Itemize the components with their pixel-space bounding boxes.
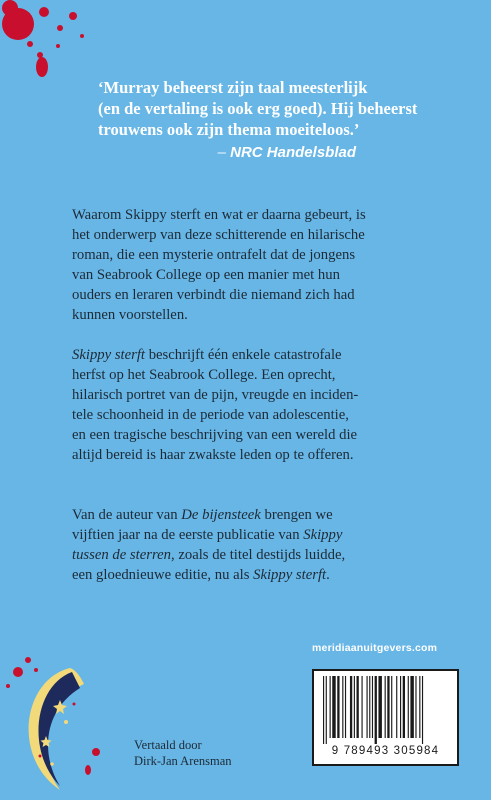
barcode-stripe xyxy=(369,676,370,738)
paragraph-line xyxy=(72,505,345,525)
paragraph-line: kunnen voorstellen. xyxy=(72,307,188,323)
paragraph-line: en een tragische beschrijving van een wereld die xyxy=(72,427,358,443)
paragraph-line: van Seabrook College op een manier met hun xyxy=(72,267,340,283)
barcode-stripe xyxy=(422,676,423,744)
paragraph-line: Waarom Skippy sterft en wat er daarna gebeurt, is xyxy=(72,207,366,223)
book-title: Skippy sterft xyxy=(253,567,327,583)
paragraph-text: beschrijft één enkele catastrofale xyxy=(145,347,342,363)
translator-credit xyxy=(134,737,232,769)
paragraph-line: tele schoonheid in de periode van adolescentie, xyxy=(72,407,349,423)
barcode-stripe xyxy=(332,676,335,738)
book-title: Skippy xyxy=(303,527,343,543)
quote-line: trouwens ook zijn thema moeiteloos.’ xyxy=(98,120,360,139)
crescent-moon-illustration xyxy=(0,640,130,800)
quote-line: (en de vertaling is ook erg goed). Hij beheerst xyxy=(98,99,418,118)
book-title: De bijensteek xyxy=(181,507,261,523)
book-title: tussen de sterren xyxy=(72,547,171,563)
paragraph-line xyxy=(72,565,345,585)
blurb-paragraph-3 xyxy=(72,505,345,585)
review-quote xyxy=(98,77,428,163)
paragraph-line: altijd bereid is haar zwakste leden op te offeren. xyxy=(72,447,354,463)
barcode-stripe xyxy=(362,676,363,738)
paragraph-line xyxy=(72,525,345,545)
paragraph-text: vijftien jaar na de eerste publicatie van xyxy=(72,527,304,543)
barcode-stripe xyxy=(408,676,409,738)
barcode-stripe xyxy=(385,676,386,738)
barcode-stripe xyxy=(396,676,397,738)
barcode-stripe xyxy=(375,676,377,744)
paragraph-text: een gloednieuwe editie, nu als xyxy=(72,567,254,583)
paragraph-line: ouders en leraren verbindt die niemand zich had xyxy=(72,287,355,303)
paragraph-line xyxy=(72,545,345,565)
paragraph-line: het onderwerp van deze schitterende en hilarische xyxy=(72,227,365,243)
translator-label: Vertaald door xyxy=(134,738,202,752)
barcode-stripe xyxy=(403,676,405,738)
barcode-stripe xyxy=(378,676,381,738)
paragraph-text: brengen we xyxy=(260,507,333,523)
barcode-stripe xyxy=(391,676,392,738)
translator-name: Dirk-Jan Arensman xyxy=(134,754,232,768)
paragraph-line xyxy=(72,345,358,365)
barcode-stripe xyxy=(367,676,368,738)
paragraph-line: hilarisch portret van de pijn, vreugde en inciden- xyxy=(72,387,359,403)
barcode-stripe xyxy=(387,676,389,738)
barcode-stripe xyxy=(326,676,327,744)
book-title: Skippy sterft xyxy=(72,347,146,363)
paragraph-text: Van de auteur van xyxy=(72,507,182,523)
blurb-paragraph-1 xyxy=(72,205,366,325)
quote-dash: – xyxy=(217,144,226,161)
barcode-stripe xyxy=(410,676,413,738)
barcode-stripe xyxy=(419,676,420,738)
barcode-stripe xyxy=(337,676,339,738)
paragraph-line: herfst op het Seabrook College. Een oprecht, xyxy=(72,367,336,383)
barcode-stripe xyxy=(345,676,346,738)
quote-line: ‘Murray beheerst zijn taal meesterlijk xyxy=(98,78,368,97)
publisher-website: meridiaanuitgevers.com xyxy=(312,642,438,654)
paragraph-text: . xyxy=(326,567,330,583)
barcode-stripe xyxy=(323,676,324,744)
barcode-stripe xyxy=(330,676,331,738)
barcode-stripe xyxy=(350,676,352,738)
blood-splatter-decoration xyxy=(0,0,110,90)
isbn-number: 9 789493 305984 xyxy=(331,745,440,757)
barcode-stripe xyxy=(357,676,359,738)
paragraph-line: roman, die een mysterie ontrafelt dat de jongens xyxy=(72,247,356,263)
barcode-bars xyxy=(323,676,450,744)
paragraph-text: , zoals de titel destijds luidde, xyxy=(171,547,346,563)
quote-source xyxy=(98,142,428,163)
blurb-paragraph-2 xyxy=(72,345,358,465)
barcode-stripe xyxy=(372,676,373,738)
barcode-stripe xyxy=(415,676,416,738)
barcode-stripe xyxy=(400,676,401,738)
barcode-stripe xyxy=(354,676,355,738)
isbn-barcode xyxy=(312,669,459,766)
quote-source-name: NRC Handelsblad xyxy=(230,144,356,161)
barcode-stripe xyxy=(342,676,343,738)
